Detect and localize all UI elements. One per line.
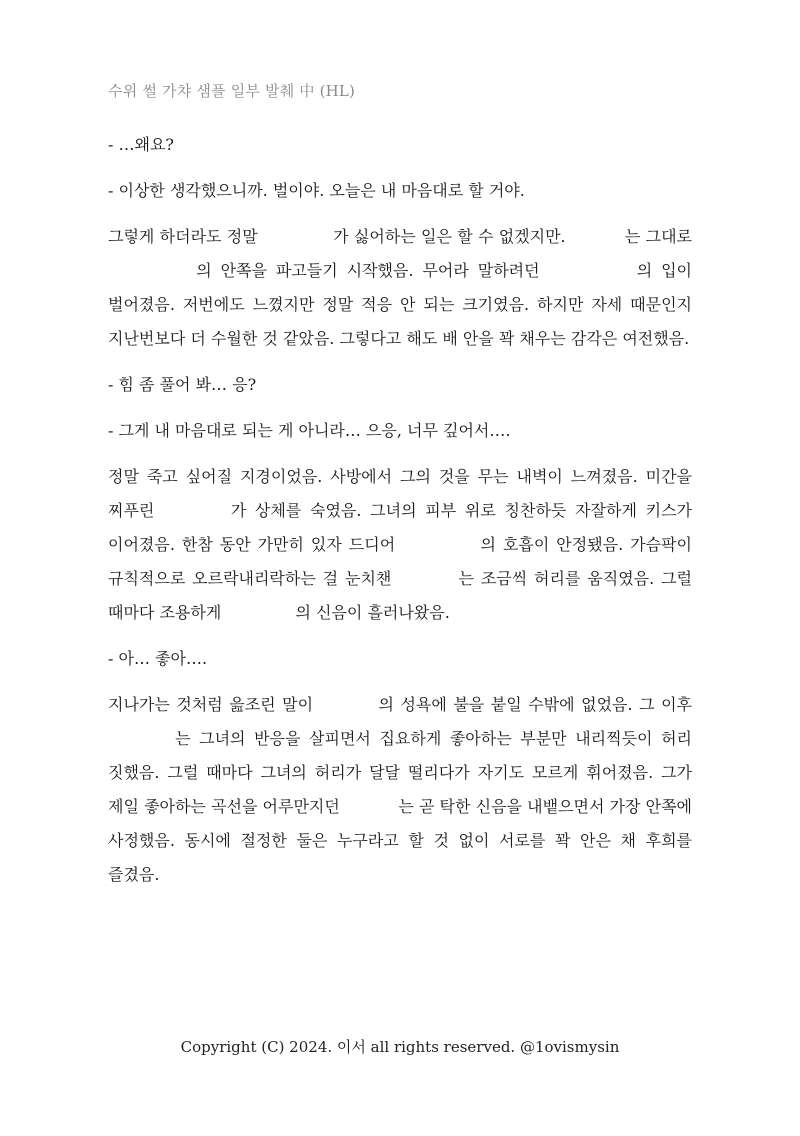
copyright-footer: Copyright (C) 2024. 이서 all rights reserved. @1ovismysin xyxy=(180,1038,620,1056)
dialogue-line: - 그게 내 마음대로 되는 게 아니라… 으응, 너무 깊어서…. xyxy=(108,421,511,440)
document-body xyxy=(108,128,692,904)
dialogue-line: - 아… 좋아…. xyxy=(108,649,208,668)
dialogue-line: - 힘 좀 풀어 봐… 응? xyxy=(108,375,257,394)
dialogue-line: - …왜요? xyxy=(108,135,174,154)
narrative-paragraph: 정말 죽고 싶어질 지경이었음. 사방에서 그의 것을 무는 내벽이 느껴졌음. 미간을 찌푸린 가 상체를 숙였음. 그녀의 피부 위로 칭찬하듯 자잘하게 키스가 이어졌음. 한참 동안 가만히 있자 드디어 의 호흡이 안정됐음. 가슴팍이 규칙적으로 오르락내리락하는 걸 눈치챈 는 조금씩 허리를 움직였음. 그럴 때마다 조용하게 의 신음이 흘러나왔음. xyxy=(108,467,692,622)
narrative-paragraph: 그렇게 하더라도 정말 가 싫어하는 일은 할 수 없겠지만. 는 그대로 의 안쪽을 파고들기 시작했음. 무어라 말하려던 의 입이 벌어졌음. 저번에도 느꼈지만 정말 적응 안 되는 크기였음. 하지만 자세 때문인지 지난번보다 더 수월한 것 같았음. 그렇다고 해도 배 안을 꽉 채우는 감각은 여전했음. xyxy=(108,227,692,348)
dialogue-line: - 이상한 생각했으니까. 벌이야. 오늘은 내 마음대로 할 거야. xyxy=(108,181,525,200)
page-header-title: 수위 썰 가챠 샘플 일부 발췌 中 (HL) xyxy=(108,82,356,100)
narrative-paragraph: 지나가는 것처럼 읊조린 말이 의 성욕에 불을 붙일 수밖에 없었음. 그 이후 는 그녀의 반응을 살피면서 집요하게 좋아하는 부분만 내리찍듯이 허리 짓했음. 그럴 때마다 그녀의 허리가 달달 떨리다가 자기도 모르게 휘어졌음. 그가 제일 좋아하는 곡선을 어루만지던 는 곧 탁한 신음을 내뱉으면서 가장 안쪽에 사정했음. 동시에 절정한 둘은 누구라고 할 것 없이 서로를 꽉 안은 채 후희를 즐겼음. xyxy=(108,695,692,884)
document-page xyxy=(108,0,692,1136)
